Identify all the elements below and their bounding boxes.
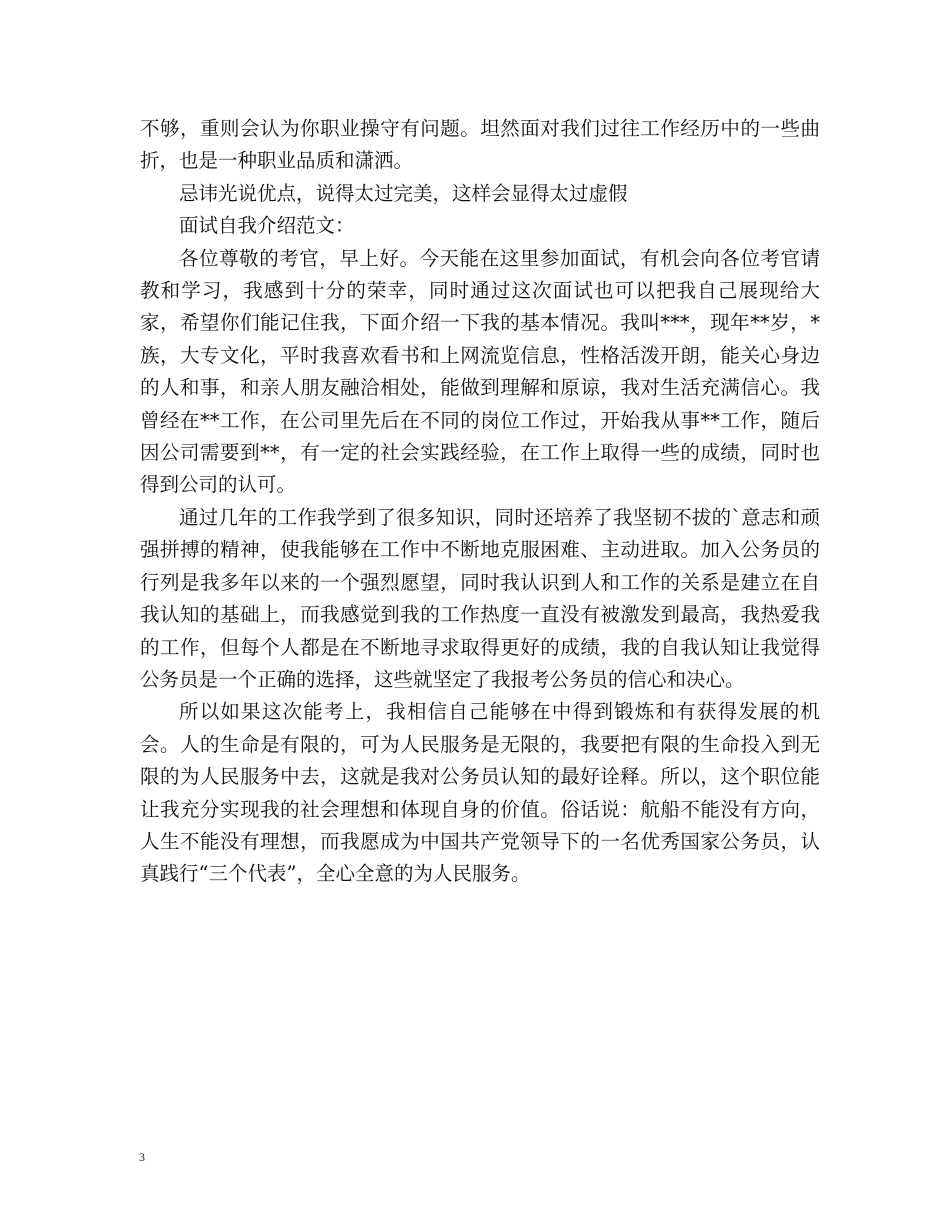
paragraph-5: 通过几年的工作我学到了很多知识，同时还培养了我坚韧不拔的`意志和顽强拼搏的精神，使我能够在工作中不断地克服困难、主动进取。加入公务员的行列是我多年以来的一个强烈愿望，同时我认识到人和工作的关系是建立在自我认知的基础上，而我感觉到我的工作热度一直没有被激发到最高，我热爱我的工作，但每个人都是在不断地寻求取得更好的成绩，我的自我认知让我觉得公务员是一个正确的选择，这些就坚定了我报考公务员的信心和决心。	[140, 505, 820, 691]
document-body	[140, 113, 820, 891]
paragraph-4: 各位尊敬的考官，早上好。今天能在这里参加面试，有机会向各位考官请教和学习，我感到十分的荣幸，同时通过这次面试也可以把我自己展现给大家，希望你们能记住我，下面介绍一下我的基本情况。我叫***，现年**岁，*族，大专文化，平时我喜欢看书和上网流览信息，性格活泼开朗，能关心身边的人和事，和亲人朋友融洽相处，能做到理解和原谅，我对生活充满信心。我曾经在**工作，在公司里先后在不同的岗位工作过，开始我从事**工作，随后因公司需要到**，有一定的社会实践经验，在工作上取得一些的成绩，同时也得到公司的认可。	[140, 246, 820, 497]
paragraph-1: 不够，重则会认为你职业操守有问题。坦然面对我们过往工作经历中的一些曲折，也是一种职业品质和潇洒。	[140, 117, 820, 173]
paragraph-3: 面试自我介绍范文：	[179, 214, 355, 238]
paragraph-6: 所以如果这次能考上，我相信自己能够在中得到锻炼和有获得发展的机会。人的生命是有限的，可为人民服务是无限的，我要把有限的生命投入到无限的为人民服务中去，这就是我对公务员认知的最好诠释。所以，这个职位能让我充分实现我的社会理想和体现自身的价值。俗话说：航船不能没有方向，人生不能没有理想，而我愿成为中国共产党领导下的一名优秀国家公务员，认真践行“三个代表”，全心全意的为人民服务。	[140, 700, 820, 886]
page-number: 3	[139, 1150, 145, 1164]
paragraph-2: 忌讳光说优点，说得太过完美，这样会显得太过虚假	[179, 181, 628, 205]
